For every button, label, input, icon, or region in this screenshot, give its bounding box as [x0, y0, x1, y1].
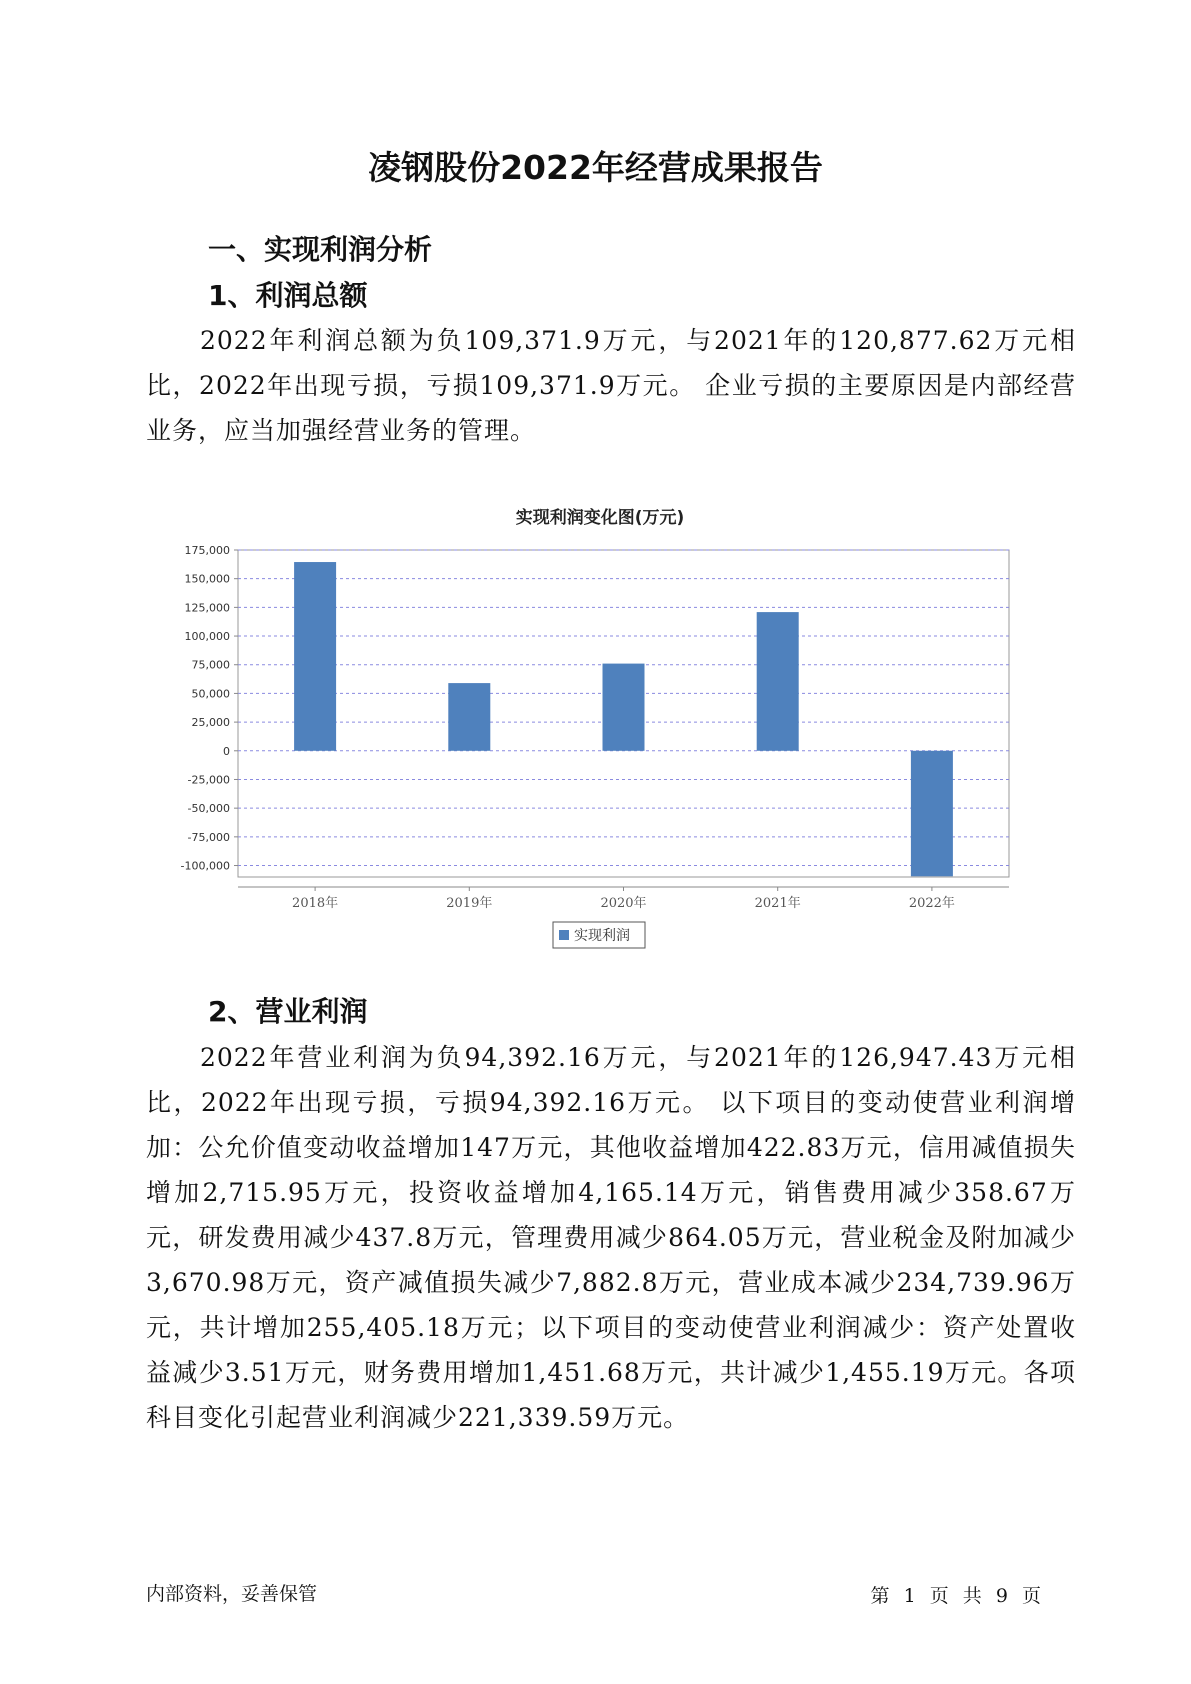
total-unit: 页 [1021, 1585, 1041, 1607]
y-tick-label: 125,000 [184, 601, 230, 615]
y-tick-label: 100,000 [184, 630, 230, 644]
y-tick-label: 150,000 [184, 572, 230, 586]
y-tick-label: 50,000 [191, 687, 230, 701]
subsection-heading-profit-total: 1、利润总额 [208, 279, 368, 312]
y-tick-label: 75,000 [191, 658, 230, 672]
total-pages: 9 [995, 1585, 1008, 1607]
document-title: 凌钢股份2022年经营成果报告 [368, 148, 823, 187]
x-tick-label: 2019年 [446, 896, 493, 911]
chart-title: 实现利润变化图(万元) [515, 508, 685, 528]
page-number: 1 [903, 1585, 916, 1607]
footer-page-info [869, 1581, 1043, 1608]
bar-2021年 [757, 612, 799, 751]
bar-2022年 [911, 751, 953, 876]
page-prefix: 第 [870, 1585, 890, 1607]
y-tick-label: -75,000 [187, 830, 230, 844]
footer-confidential-note: 内部资料，妥善保管 [146, 1583, 318, 1605]
y-tick-label: 0 [223, 744, 230, 758]
y-tick-label: -50,000 [187, 802, 230, 816]
x-tick-label: 2018年 [292, 896, 339, 911]
x-tick-label: 2020年 [600, 896, 647, 911]
total-prefix: 共 [962, 1585, 982, 1607]
y-tick-label: -100,000 [180, 859, 230, 873]
y-tick-label: 175,000 [184, 544, 230, 557]
bar-2018年 [294, 562, 336, 751]
x-tick-label: 2021年 [754, 896, 801, 911]
bar-2019年 [448, 683, 490, 751]
y-tick-label: 25,000 [191, 716, 230, 730]
bar-2020年 [603, 664, 645, 751]
paragraph-profit-total: 2022年利润总额为负109,371.9万元，与2021年的120,877.62万元相比，2022年出现亏损，亏损109,371.9万元。 企业亏损的主要原因是内部经营业务，应当加强经营业务的管理。 [146, 326, 1076, 445]
section-heading: 一、实现利润分析 [208, 233, 433, 266]
legend-swatch [559, 930, 569, 940]
y-tick-label: -25,000 [187, 773, 230, 787]
legend-label: 实现利润 [574, 928, 630, 944]
x-tick-label: 2022年 [908, 896, 955, 911]
paragraph-operating-profit: 2022年营业利润为负94,392.16万元，与2021年的126,947.43万元相比，2022年出现亏损，亏损94,392.16万元。 以下项目的变动使营业利润增加：公允价值变动收益增加147万元，其他收益增加422.83万元，信用减值损失增加2,715.95万元，投资收益增加4,165.14万元，销售费用减少358.67万元，研发费用减少437.8万元，管理费用减少864.05万元，营业税金及附加减少3,670.98万元，资产减值损失减少7,882.8万元，营业成本减少234,739.96万元，共计增加255,405.18万元；以下项目的变动使营业利润减少：资产处置收益减少3.51万元，财务费用增加1,451.68万元，共计减少1,455.19万元。各项科目变化引起营业利润减少221,339.59万元。 [146, 1043, 1076, 1432]
chart-legend [553, 922, 645, 948]
subsection-heading-operating-profit: 2、营业利润 [208, 995, 368, 1028]
page-unit: 页 [929, 1585, 949, 1607]
